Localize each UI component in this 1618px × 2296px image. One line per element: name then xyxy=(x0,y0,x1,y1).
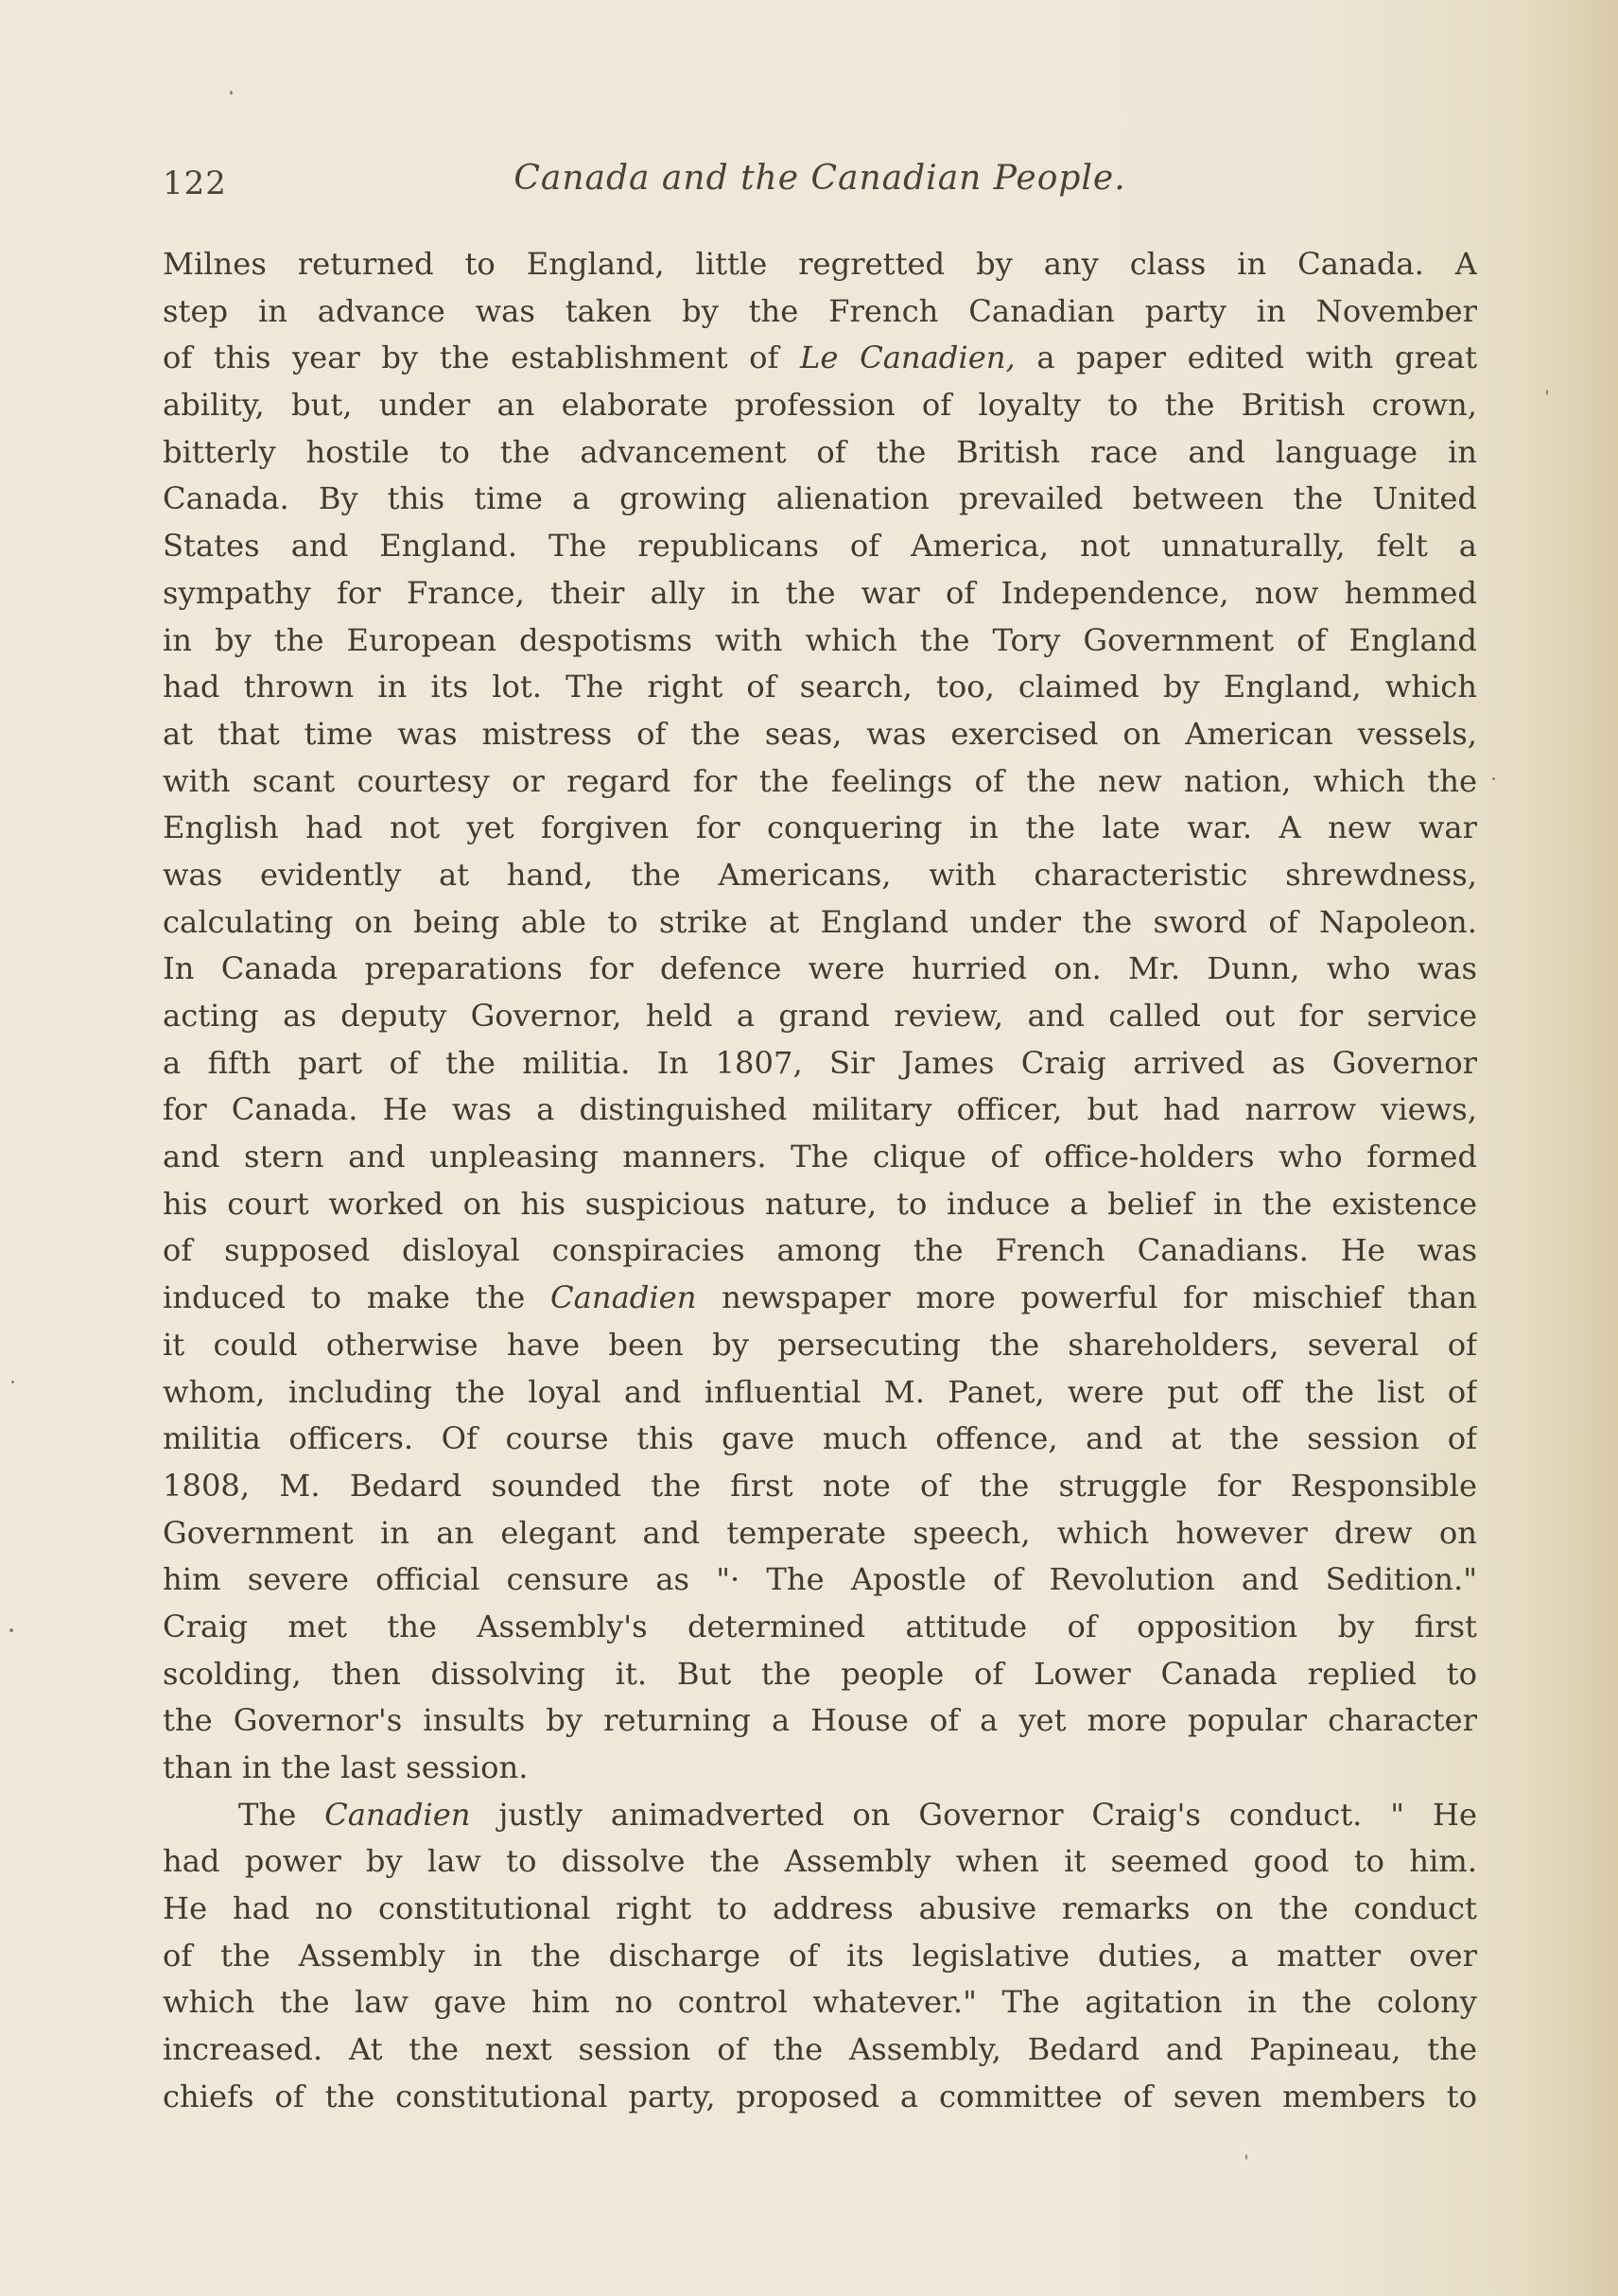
line-segment: Government in an elegant and temperate speech, which however drew on xyxy=(163,1514,1477,1551)
text-line xyxy=(163,2026,1477,2074)
text-line xyxy=(163,805,1477,852)
text-line xyxy=(163,429,1477,477)
body-text xyxy=(163,241,1477,2121)
text-line xyxy=(163,993,1477,1040)
line-segment: acting as deputy Governor, held a grand review, and called out for service xyxy=(163,998,1477,1034)
text-line xyxy=(163,1087,1477,1134)
text-line xyxy=(163,1557,1477,1604)
line-segment: had power by law to dissolve the Assembly when it seemed good to him. xyxy=(163,1843,1477,1880)
text-line xyxy=(163,1134,1477,1181)
line-segment: 1808, M. Bedard sounded the first note of the struggle for Responsible xyxy=(163,1467,1477,1504)
text-line xyxy=(163,1933,1477,1980)
line-segment: of this year by the establishment of xyxy=(163,339,801,376)
line-segment: Milnes returned to England, little regretted by any class in Canada. A xyxy=(163,246,1477,282)
line-segment: The xyxy=(238,1796,325,1833)
line-segment: the Governor's insults by returning a House of a yet more popular character xyxy=(163,1702,1477,1739)
line-segment: justly animadverted on Governor Craig's conduct. " He xyxy=(470,1796,1477,1833)
line-segment: calculating on being able to strike at England under the sword of Napoleon. xyxy=(163,903,1477,940)
line-segment: of supposed disloyal conspiracies among the French Canadians. He was xyxy=(163,1232,1477,1269)
line-segment: induced to make the xyxy=(163,1279,551,1316)
text-line xyxy=(163,1369,1477,1417)
text-line xyxy=(163,523,1477,570)
line-segment: States and England. The republicans of America, not unnaturally, felt a xyxy=(163,528,1477,565)
line-segment: for Canada. He was a distinguished military officer, but had narrow views, xyxy=(163,1091,1477,1128)
text-line xyxy=(163,1416,1477,1463)
text-line xyxy=(163,1227,1477,1275)
line-segment: chiefs of the constitutional party, proposed a committee of seven members to xyxy=(163,2078,1477,2114)
paper-speck xyxy=(1546,390,1548,395)
line-segment: in by the European despotisms with which the Tory Government of England xyxy=(163,621,1477,658)
text-line xyxy=(163,1275,1477,1322)
text-line xyxy=(163,241,1477,288)
line-segment: which the law gave him no control whatever." The agitation in the colony xyxy=(163,1984,1477,2021)
text-line xyxy=(163,1463,1477,1510)
italic-title-text: Canadien xyxy=(324,1796,471,1833)
line-segment: In Canada preparations for defence were hurried on. Mr. Dunn, who was xyxy=(163,950,1477,987)
text-line xyxy=(163,570,1477,617)
line-segment: scolding, then dissolving it. But the people of Lower Canada replied to xyxy=(163,1655,1477,1692)
text-line xyxy=(163,288,1477,336)
page-number: 122 xyxy=(163,165,227,202)
text-line xyxy=(163,1838,1477,1886)
line-segment: militia officers. Of course this gave much offence, and at the session of xyxy=(163,1420,1477,1457)
text-line xyxy=(163,1322,1477,1369)
line-segment: at that time was mistress of the seas, was exercised on American vessels, xyxy=(163,715,1477,752)
text-line xyxy=(163,711,1477,758)
line-segment: him severe official censure as "· The Apostle of Revolution and Sedition." xyxy=(163,1561,1477,1598)
line-segment: English had not yet forgiven for conquering in the late war. A new war xyxy=(163,809,1477,846)
text-line xyxy=(163,1040,1477,1087)
text-line xyxy=(163,1979,1477,2026)
text-line xyxy=(163,1651,1477,1698)
paper-speck xyxy=(11,1381,14,1383)
text-line xyxy=(163,1886,1477,1933)
line-segment: a fifth part of the militia. In 1807, Sir James Craig arrived as Governor xyxy=(163,1044,1477,1081)
line-segment: step in advance was taken by the French Canadian party in November xyxy=(163,292,1477,329)
line-segment: than in the last session. xyxy=(163,1749,529,1785)
text-line xyxy=(163,1697,1477,1745)
line-segment: with scant courtesy or regard for the feelings of the new nation, which the xyxy=(163,762,1477,799)
text-line xyxy=(163,617,1477,665)
line-segment: a paper edited with great xyxy=(1015,339,1477,376)
paper-speck xyxy=(1492,777,1495,780)
paper-speck xyxy=(9,1628,13,1632)
line-segment: Canada. By this time a growing alienation prevailed between the United xyxy=(163,480,1477,517)
italic-title-text: Canadien xyxy=(550,1279,697,1316)
text-line xyxy=(163,899,1477,947)
text-line xyxy=(163,1181,1477,1228)
paper-speck xyxy=(1245,2154,1247,2160)
italic-title-text: Le Canadien, xyxy=(800,339,1016,376)
text-line xyxy=(163,476,1477,523)
line-segment: it could otherwise have been by persecuting the shareholders, several of xyxy=(163,1326,1477,1363)
running-title: Canada and the Canadian People. xyxy=(513,159,1126,198)
line-segment: had thrown in its lot. The right of search, too, claimed by England, which xyxy=(163,669,1477,705)
paper-speck xyxy=(230,91,233,95)
line-segment: sympathy for France, their ally in the war of Independence, now hemmed xyxy=(163,574,1477,611)
line-segment: was evidently at hand, the Americans, with characteristic shrewdness, xyxy=(163,856,1477,893)
text-line xyxy=(163,946,1477,993)
text-line xyxy=(163,382,1477,429)
page-header xyxy=(163,159,1477,216)
line-segment: and stern and unpleasing manners. The clique of office-holders who formed xyxy=(163,1139,1477,1175)
line-segment: his court worked on his suspicious nature, to induce a belief in the existence xyxy=(163,1185,1477,1222)
text-line xyxy=(163,852,1477,899)
line-segment: of the Assembly in the discharge of its legislative duties, a matter over xyxy=(163,1937,1477,1974)
line-segment: He had no constitutional right to address abusive remarks on the conduct xyxy=(163,1890,1477,1927)
line-segment: whom, including the loyal and influential M. Panet, were put off the list of xyxy=(163,1373,1477,1410)
text-line xyxy=(163,1604,1477,1651)
line-segment: increased. At the next session of the Assembly, Bedard and Papineau, the xyxy=(163,2031,1477,2068)
text-line xyxy=(163,335,1477,382)
line-segment: newspaper more powerful for mischief than xyxy=(696,1279,1477,1316)
text-line xyxy=(163,1745,1477,1792)
text-line xyxy=(163,758,1477,806)
line-segment: bitterly hostile to the advancement of the British race and language in xyxy=(163,433,1477,470)
text-line xyxy=(163,1510,1477,1557)
text-line xyxy=(163,664,1477,711)
text-line xyxy=(163,1792,1477,1839)
line-segment: Craig met the Assembly's determined attitude of opposition by first xyxy=(163,1608,1477,1644)
line-segment: ability, but, under an elaborate profession of loyalty to the British crown, xyxy=(163,387,1477,424)
text-line xyxy=(163,2074,1477,2121)
